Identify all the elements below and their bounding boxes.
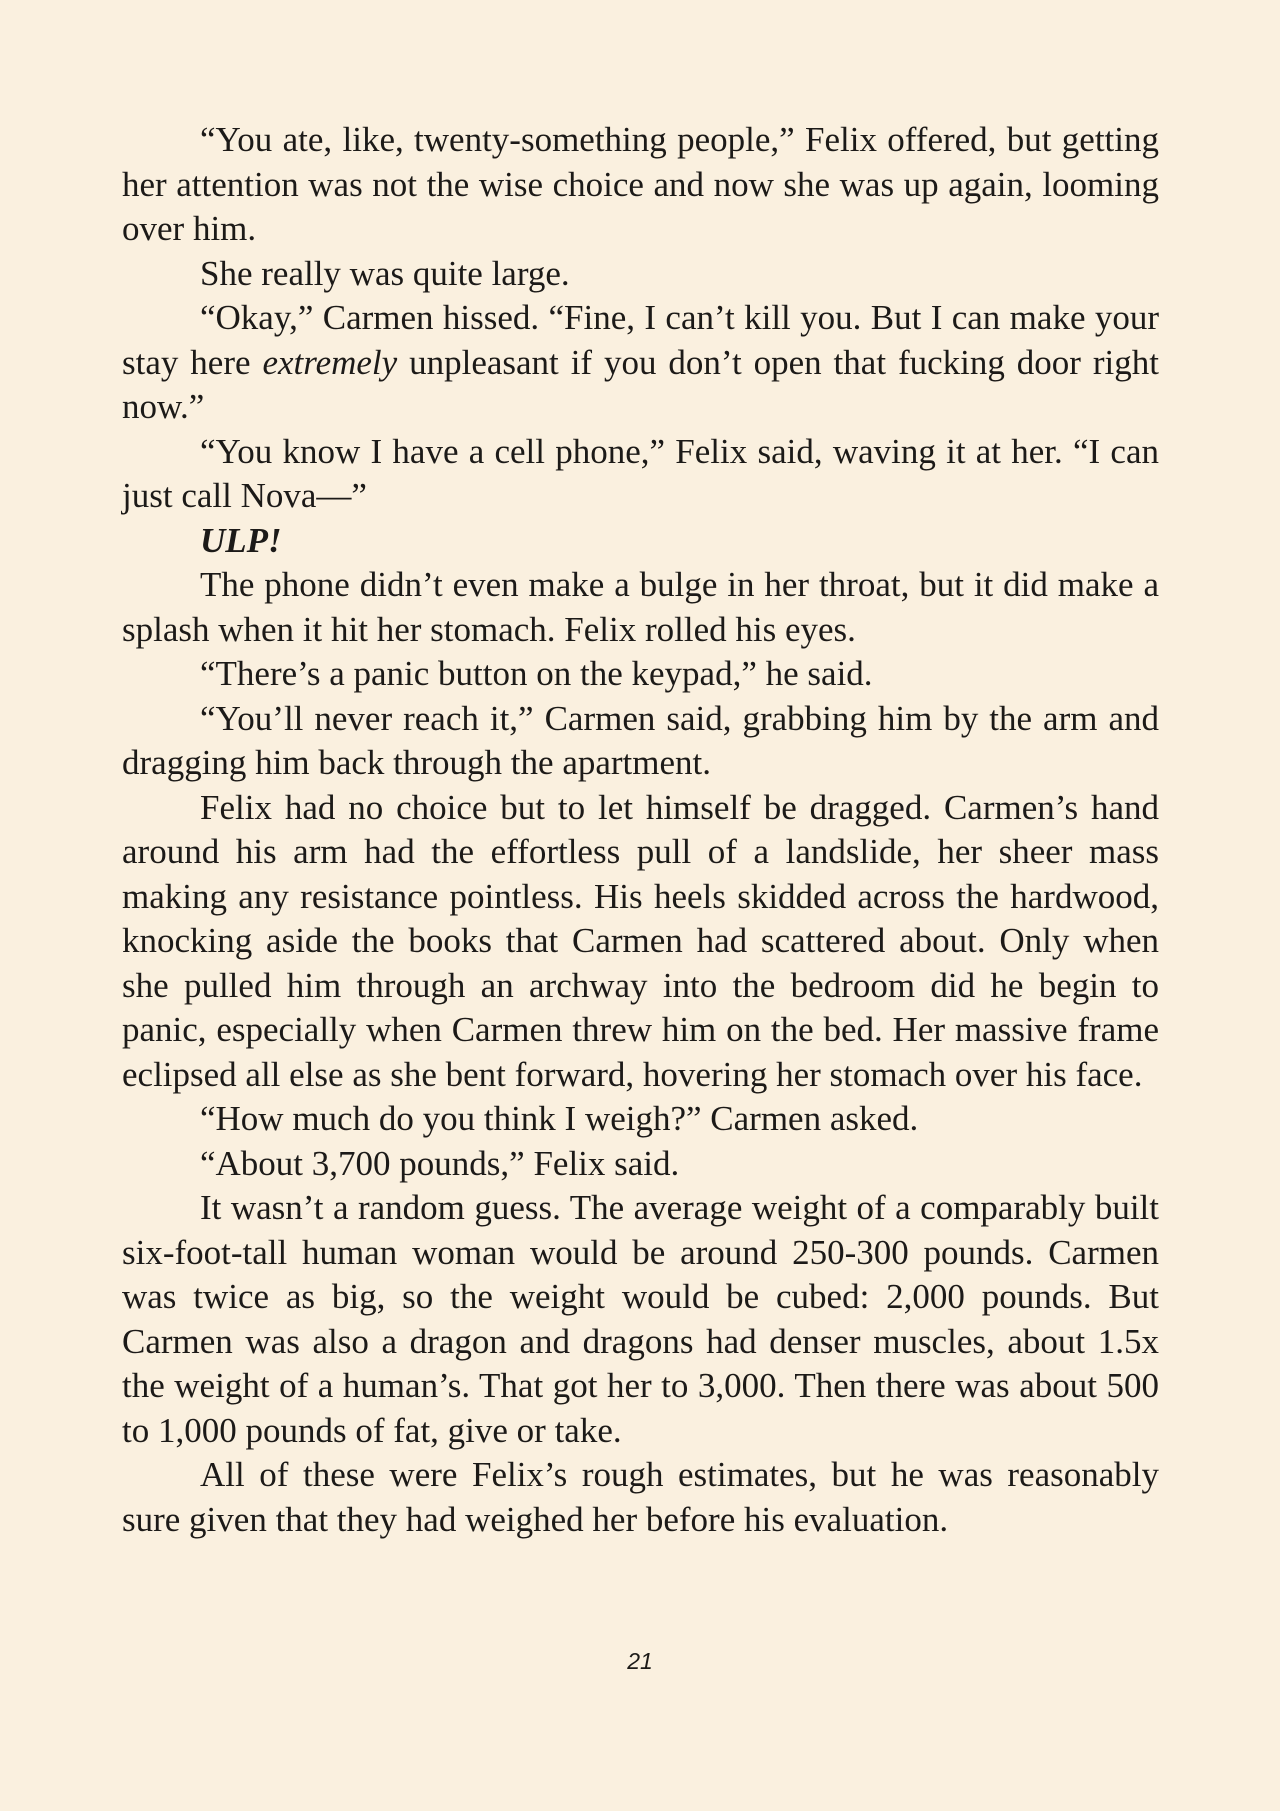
emphasized-word: extremely (262, 342, 398, 382)
page-number: 21 (627, 1648, 653, 1674)
body-text (122, 118, 1159, 1542)
paragraph: “How much do you think I weigh?” Carmen asked. (200, 1099, 919, 1138)
paragraph: “About 3,700 pounds,” Felix said. (200, 1143, 680, 1183)
paragraph-text: “Okay,” Carmen hissed. “Fine, I can’t kill you. But I can make your stay here (122, 298, 1159, 382)
paragraph: The phone didn’t even make a bulge in her throat, but it did make a splash when it hit her stomach. Felix rolled his eyes. (122, 565, 1159, 649)
paragraph: It wasn’t a random guess. The average weight of a comparably built six-foot-tall human woman would be around 250-300 pounds. Carmen was twice as big, so the weight would be cubed: 2,000 pounds. But Carmen was also a dragon and dragons had denser muscles, about 1.5x the weight of a human’s. That got her to 3,000. Then there was about 500 to 1,000 pounds of fat, give or take. (122, 1188, 1159, 1450)
paragraph-text: unpleasant if you don’t open that fucking door right now.” (122, 342, 1159, 426)
paragraph: All of these were Felix’s rough estimates, but he was reasonably sure given that they had weighed her before his evaluation. (122, 1455, 1159, 1539)
sound-effect: ULP! (200, 520, 282, 560)
paragraph: “You know I have a cell phone,” Felix said, waving it at her. “I can just call Nova—” (122, 431, 1159, 515)
paragraph: “You’ll never reach it,” Carmen said, grabbing him by the arm and dragging him back through the apartment. (122, 698, 1159, 782)
paragraph: She really was quite large. (200, 253, 570, 293)
paragraph: “There’s a panic button on the keypad,” he said. (200, 654, 873, 693)
paragraph: “You ate, like, twenty-something people,” Felix offered, but getting her attention was not the wise choice and now she was up again, looming over him. (122, 120, 1159, 248)
paragraph (122, 296, 1159, 430)
paragraph: Felix had no choice but to let himself be dragged. Carmen’s hand around his arm had the effortless pull of a landslide, her sheer mass making any resistance pointless. His heels skidded across the hardwood, knocking aside the books that Carmen had scattered about. Only when she pulled him through an archway into the bedroom did he begin to panic, especially when Carmen threw him on the bed. Her massive frame eclipsed all else as she bent forward, hovering her stomach over his face. (122, 787, 1159, 1094)
